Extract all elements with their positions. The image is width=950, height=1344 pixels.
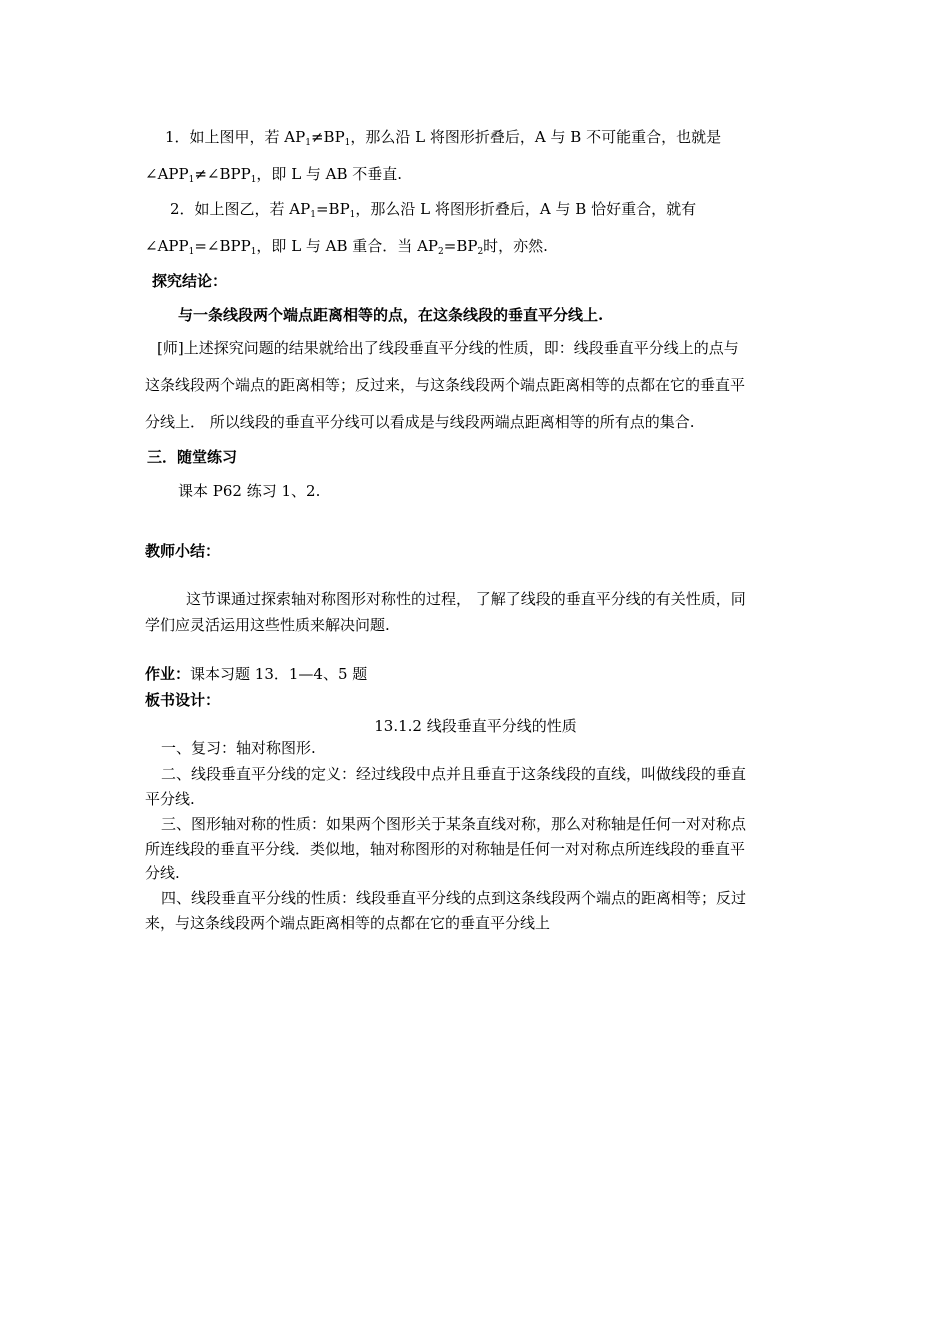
board-item-4-cont: 来，与这条线段两个端点距离相等的点都在它的垂直平分线上 <box>145 914 551 932</box>
board-title: 13.1.2 线段垂直平分线的性质 <box>374 717 577 735</box>
subscript: 1 <box>349 210 356 220</box>
subscript: 2 <box>477 247 484 257</box>
text-run: =∠BPP <box>194 237 251 255</box>
subscript: 1 <box>250 247 257 257</box>
paragraph-1-line-2 <box>145 164 402 184</box>
board-item-3: 三、图形轴对称的性质：如果两个图形关于某条直线对称，那么对称轴是任何一对对称点 <box>161 815 747 833</box>
text-run: ，即 L 与 AB 不垂直. <box>256 165 403 183</box>
paragraph-2-line-2 <box>145 236 548 256</box>
board-item-2: 二、线段垂直平分线的定义：经过线段中点并且垂直于这条线段的直线，叫做线段的垂直 <box>161 765 747 783</box>
teacher-note-line-3: 分线上． 所以线段的垂直平分线可以看成是与线段两端点距离相等的所有点的集合. <box>145 413 695 431</box>
conclusion-text: 与一条线段两个端点距离相等的点，在这条线段的垂直平分线上. <box>178 306 604 324</box>
subscript: 1 <box>250 175 257 185</box>
text-run: 2．如上图乙，若 AP <box>170 200 311 218</box>
text-run: 1．如上图甲，若 AP <box>165 128 306 146</box>
section-3-text: 课本 P62 练习 1、2. <box>178 482 321 500</box>
summary-heading: 教师小结： <box>145 542 221 560</box>
text-run: ，即 L 与 AB 重合．当 AP <box>256 237 439 255</box>
subscript: 1 <box>344 138 351 148</box>
summary-line-2: 学们应灵活运用这些性质来解决问题. <box>145 616 390 634</box>
text-run: 时，亦然. <box>483 237 548 255</box>
summary-line-1: 这节课通过探索轴对称图形对称性的过程， 了解了线段的垂直平分线的有关性质，同 <box>186 590 746 608</box>
paragraph-2-line-1 <box>170 199 696 219</box>
homework-label: 作业： <box>145 665 191 683</box>
text-run: =BP <box>443 237 478 255</box>
text-run: ，那么沿 L 将图形折叠后，A 与 B 不可能重合，也就是 <box>350 128 722 146</box>
board-item-3-cont-1: 所连线段的垂直平分线．类似地，轴对称图形的对称轴是任何一对对称点所连线段的垂直平 <box>145 840 746 858</box>
board-item-3-cont-2: 分线. <box>145 864 180 882</box>
text-run: ≠∠BPP <box>194 165 251 183</box>
board-item-1: 一、复习：轴对称图形. <box>161 739 316 757</box>
subscript: 1 <box>188 175 195 185</box>
homework-line <box>145 664 367 684</box>
teacher-note-line-2: 这条线段两个端点的距离相等；反过来，与这条线段两个端点距离相等的点都在它的垂直平 <box>145 376 746 394</box>
paragraph-1-line-1 <box>165 127 721 147</box>
homework-text: 课本习题 13．1—4、5 题 <box>190 665 368 683</box>
conclusion-heading: 探究结论： <box>152 272 228 290</box>
text-run: ，那么沿 L 将图形折叠后，A 与 B 恰好重合，就有 <box>355 200 697 218</box>
subscript: 1 <box>188 247 195 257</box>
teacher-note-line-1: [师]上述探究问题的结果就给出了线段垂直平分线的性质，即：线段垂直平分线上的点与 <box>157 339 739 357</box>
subscript: 2 <box>438 247 444 257</box>
text-run: ∠APP <box>145 165 189 183</box>
subscript: 1 <box>305 138 311 148</box>
text-run: ∠APP <box>145 237 189 255</box>
section-3-heading: 三．随堂练习 <box>147 448 238 466</box>
text-run: =BP <box>315 200 350 218</box>
board-item-2-cont: 平分线. <box>145 790 195 808</box>
subscript: 1 <box>310 210 316 220</box>
text-run: ≠BP <box>310 128 345 146</box>
board-heading: 板书设计： <box>145 691 221 709</box>
board-item-4: 四、线段垂直平分线的性质：线段垂直平分线的点到这条线段两个端点的距离相等；反过 <box>161 889 747 907</box>
